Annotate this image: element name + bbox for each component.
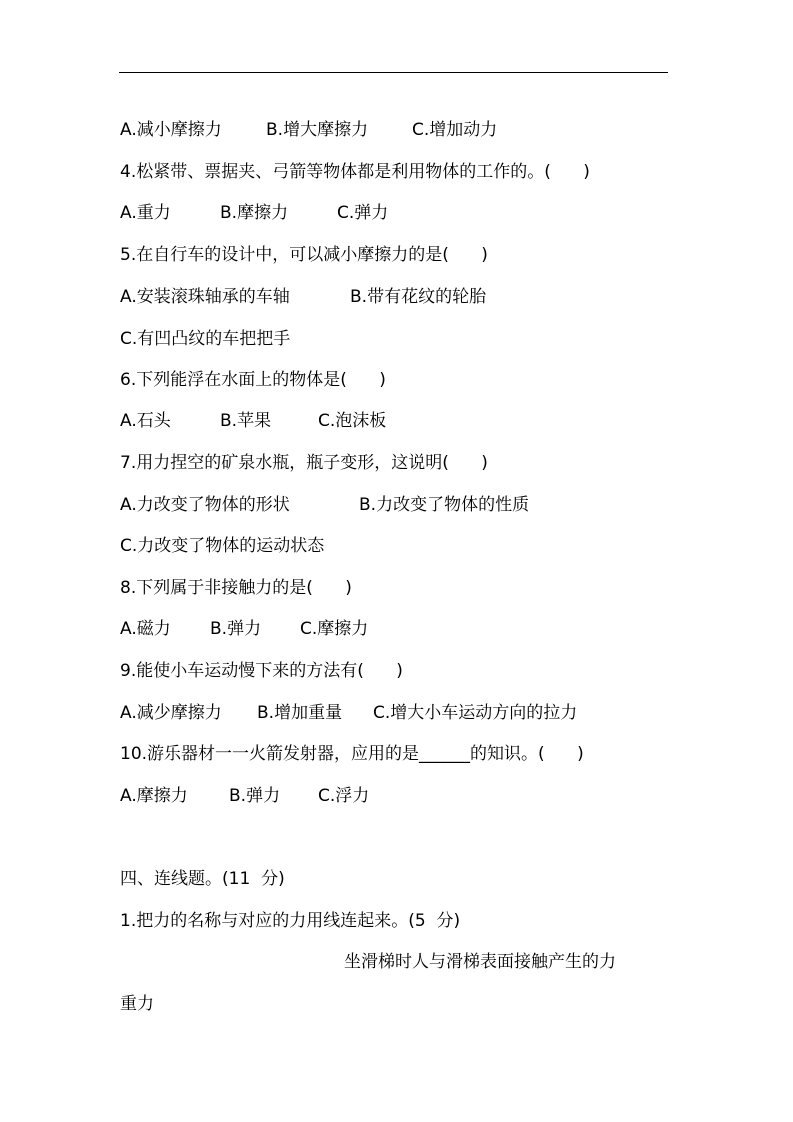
q5-option-a: A.安装滚珠轴承的车轴 <box>120 287 290 307</box>
section4-heading: 四、连线题。(11 分) <box>120 869 285 889</box>
q3-option-c: C.增加动力 <box>412 120 498 140</box>
q5-option-c: C.有凹凸纹的车把把手 <box>120 329 291 349</box>
q8-option-b: B.弹力 <box>210 619 262 639</box>
q4-option-a: A.重力 <box>120 203 171 223</box>
q8-option-c: C.摩擦力 <box>300 619 369 639</box>
q8-options <box>120 618 680 640</box>
q7-option-b: B.力改变了物体的性质 <box>359 495 530 515</box>
q3-option-b: B.增大摩擦力 <box>266 120 369 140</box>
q4-option-b: B.摩擦力 <box>220 203 289 223</box>
q4-option-c: C.弹力 <box>337 203 389 223</box>
q5-option-b: B.带有花纹的轮胎 <box>350 287 487 307</box>
q9-stem: 9.能使小车运动慢下来的方法有( ) <box>120 661 403 681</box>
q6-option-a: A.石头 <box>120 411 171 431</box>
q10-stem: 10.游乐器材一一火箭发射器，应用的是______的知识。( ) <box>120 744 584 764</box>
q7-option-a: A.力改变了物体的形状 <box>120 495 290 515</box>
q5-options-row1 <box>120 286 680 308</box>
q8-stem: 8.下列属于非接触力的是( ) <box>120 578 352 598</box>
q10-options <box>120 785 680 807</box>
q10-option-a: A.摩擦力 <box>120 786 188 806</box>
q10-option-b: B.弹力 <box>229 786 281 806</box>
q6-option-b: B.苹果 <box>220 411 272 431</box>
q4-options <box>120 202 680 224</box>
q9-option-b: B.增加重量 <box>257 703 343 723</box>
q7-stem: 7.用力捏空的矿泉水瓶，瓶子变形，这说明( ) <box>120 453 488 473</box>
q9-option-c: C.增大小车运动方向的拉力 <box>373 703 578 723</box>
header-rule <box>119 72 668 73</box>
q8-option-a: A.磁力 <box>120 619 171 639</box>
matching-right-item-1: 坐滑梯时人与滑梯表面接触产生的力 <box>344 952 616 972</box>
q3-options <box>120 119 680 141</box>
q6-options <box>120 410 680 432</box>
q7-option-c: C.力改变了物体的运动状态 <box>120 536 325 556</box>
q10-option-c: C.浮力 <box>318 786 370 806</box>
q4-stem: 4.松紧带、票据夹、弓箭等物体都是利用物体的工作的。( ) <box>120 162 590 182</box>
q9-option-a: A.减少摩擦力 <box>120 703 222 723</box>
section4-q1-stem: 1.把力的名称与对应的力用线连起来。(5 分) <box>120 911 461 931</box>
q7-options-row1 <box>120 494 680 516</box>
q3-option-a: A.减小摩擦力 <box>120 120 222 140</box>
q6-option-c: C.泡沫板 <box>318 411 387 431</box>
q5-stem: 5.在自行车的设计中，可以减小摩擦力的是( ) <box>120 245 488 265</box>
q6-stem: 6.下列能浮在水面上的物体是( ) <box>120 370 386 390</box>
matching-left-item-1: 重力 <box>120 994 154 1014</box>
q9-options <box>120 702 680 724</box>
